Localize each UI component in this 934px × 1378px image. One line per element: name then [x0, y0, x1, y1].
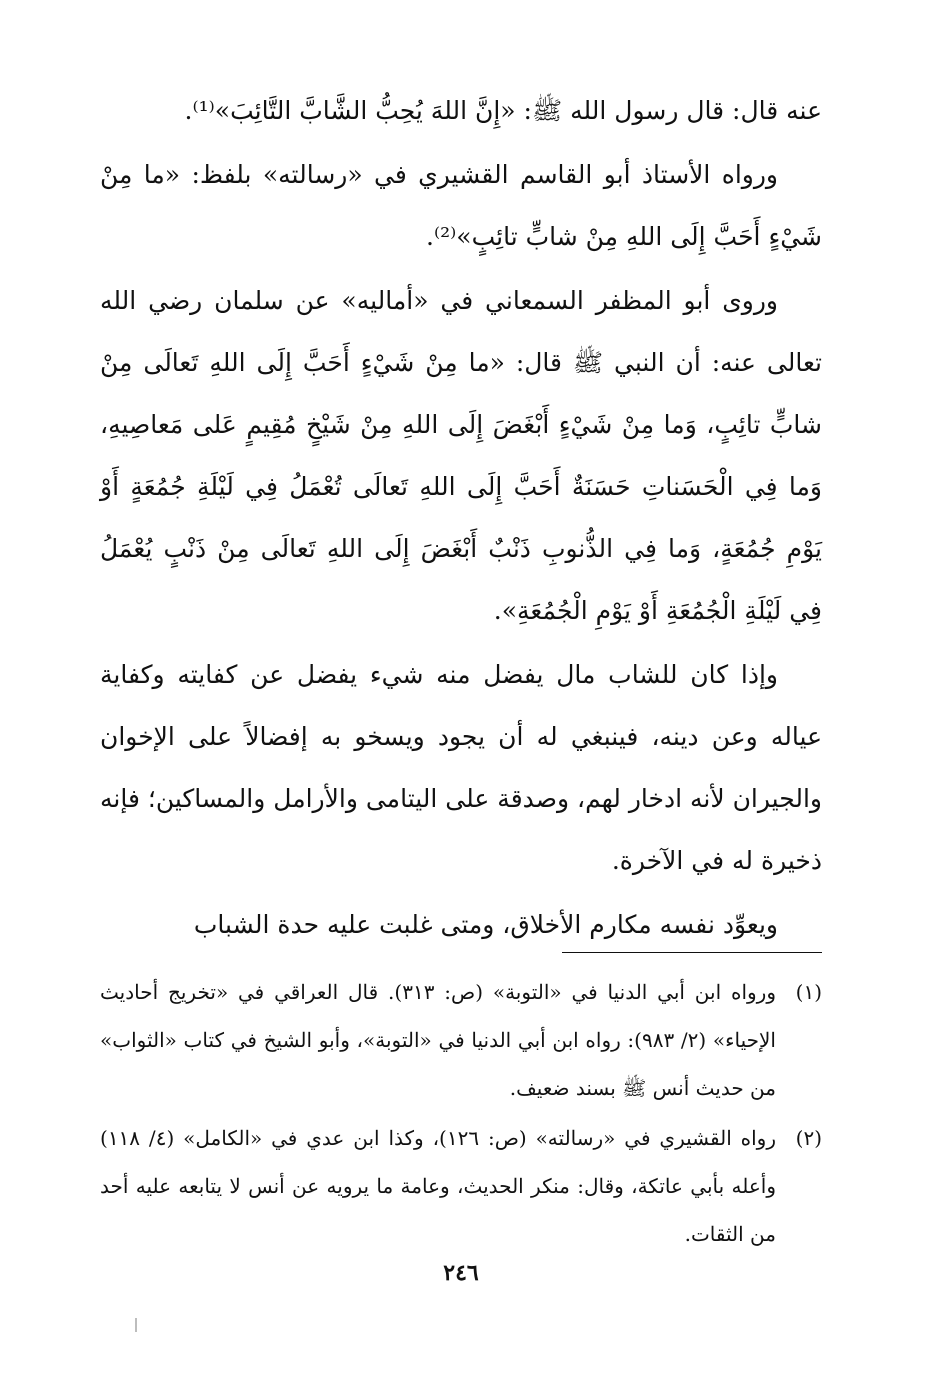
main-text — [100, 80, 822, 956]
footnote-2 — [100, 1114, 822, 1258]
paragraph-4: وإذا كان للشاب مال يفضل منه شيء يفضل عن كفايته وكفاية عياله وعن دينه، فينبغي له أن يجود ويسخو به إفضالاً على الإخوان والجيران لأنه ادخار لهم، وصدقة على اليتامى والأرامل والمساكين؛ فإنه ذخيرة له في الآخرة. — [100, 660, 822, 875]
paragraph-3: وروى أبو المظفر السمعاني في «أماليه» عن سلمان رضي الله تعالى عنه: أن النبي ﷺ قال: «ما مِنْ شَيْءٍ أَحَبَّ إِلَى اللهِ تَعالَى مِنْ شابٍّ تائِبٍ، وَما مِنْ شَيْءٍ أَبْغَضَ إِلَى اللهِ مِنْ شَيْخٍ مُقِيمٍ عَلى مَعاصِيهِ، وَما فِي الْحَسَناتِ حَسَنَةٌ أَحَبَّ إِلَى اللهِ تَعالَى تُعْمَلُ فِي لَيْلَةِ جُمُعَةٍ أَوْ يَوْمِ جُمُعَةٍ، وَما فِي الذُّنوبِ ذَنْبٌ أَبْغَضَ إِلَى اللهِ تَعالَى مِنْ ذَنْبٍ يُعْمَلُ فِي لَيْلَةِ الْجُمُعَةِ أَوْ يَوْمِ الْجُمُعَةِ». — [100, 286, 822, 625]
book-page — [100, 80, 822, 1340]
footnotes — [100, 968, 822, 1260]
paragraph-1: عنه قال: قال رسول الله ﷺ: «إِنَّ اللهَ يُحِبُّ الشَّابَّ التَّائِبَ»⁽¹⁾. — [184, 96, 822, 125]
footnote-number: (٢) — [795, 1126, 822, 1150]
paragraph-5: ويعوِّد نفسه مكارم الأخلاق، ومتى غلبت عليه حدة الشباب — [193, 910, 778, 939]
footnote-number: (١) — [795, 980, 822, 1004]
footnote-text: ورواه ابن أبي الدنيا في «التوبة» (ص: ٣١٣). قال العراقي في «تخريج أحاديث الإحياء» (٢/ ٩٨٣): رواه ابن أبي الدنيا في «التوبة»، وأبو الشيخ في كتاب «الثواب» من حديث أنس ﷺ بسند ضعيف. — [100, 980, 776, 1100]
footnote-separator — [562, 952, 822, 953]
paragraph-2: ورواه الأستاذ أبو القاسم القشيري في «رسالته» بلفظ: «ما مِنْ شَيْءٍ أَحَبَّ إِلَى اللهِ مِنْ شابٍّ تائِبٍ»⁽²⁾. — [100, 160, 822, 251]
page-number: ٢٤٦ — [443, 1260, 479, 1286]
footnote-1 — [100, 968, 822, 1112]
scan-mark — [135, 1318, 137, 1332]
footnote-text: رواه القشيري في «رسالته» (ص: ١٢٦)، وكذا ابن عدي في «الكامل» (٤/ ١١٨) وأعله بأبي عاتكة، وقال: منكر الحديث، وعامة ما يرويه عن أنس لا يتابعه عليه أحد من الثقات. — [100, 1126, 776, 1246]
